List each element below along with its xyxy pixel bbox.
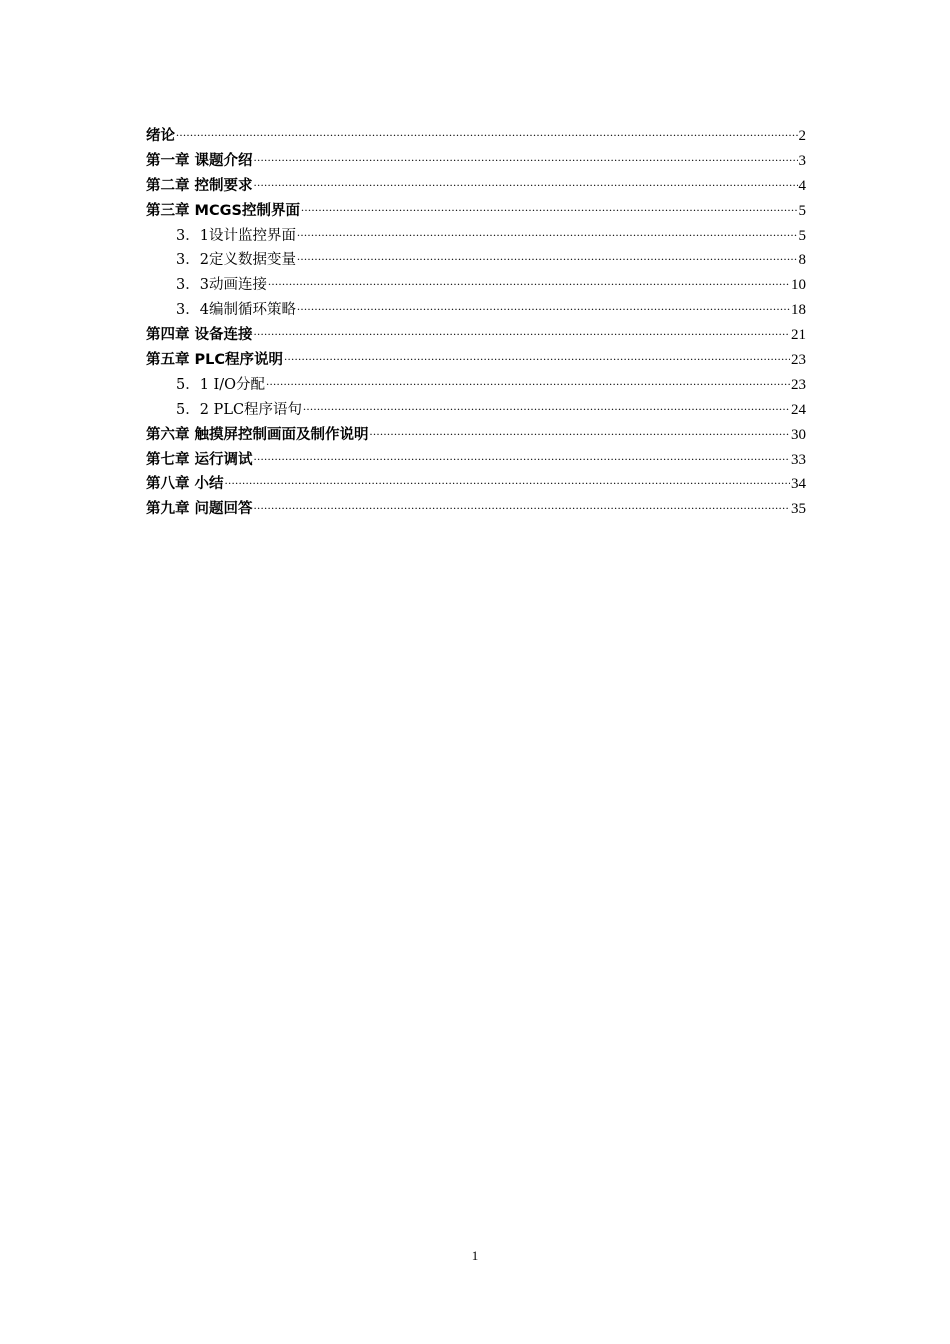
toc-entry-page: 34 — [791, 476, 806, 493]
toc-leader-dots — [297, 294, 790, 319]
toc-entry-label: 第六章 触摸屏控制画面及制作说明 — [146, 426, 369, 443]
toc-entry-label: 第九章 问题回答 — [146, 501, 253, 518]
toc-leader-dots — [266, 369, 790, 394]
toc-leader-dots — [297, 244, 798, 269]
toc-entry-page: 5 — [798, 202, 806, 219]
toc-leader-dots — [176, 120, 798, 145]
toc-entry-label: 3．3动画连接 — [176, 277, 267, 294]
toc-entry-label: 第八章 小结 — [146, 476, 224, 493]
toc-entry-label: 第二章 控制要求 — [146, 177, 253, 194]
toc-leader-dots — [254, 319, 790, 344]
toc-leader-dots — [370, 419, 790, 444]
toc-leader-dots — [301, 195, 798, 220]
toc-entry-label: 第三章 MCGS控制界面 — [146, 202, 300, 219]
toc-entry-page: 10 — [791, 277, 806, 294]
toc-leader-dots — [297, 220, 798, 245]
table-of-contents — [146, 124, 806, 522]
toc-entry-label: 3．4编制循环策略 — [176, 302, 296, 319]
toc-entry-label: 5．1 I/O分配 — [176, 376, 266, 393]
toc-entry-label: 第一章 课题介绍 — [146, 152, 253, 169]
toc-entry-page: 2 — [798, 127, 806, 144]
toc-entry-page: 3 — [798, 152, 806, 169]
toc-entry-label: 第五章 PLC程序说明 — [146, 352, 284, 368]
toc-leader-dots — [303, 394, 790, 419]
toc-entry-page: 30 — [791, 426, 806, 443]
toc-entry-label: 3．2定义数据变量 — [176, 252, 296, 269]
page-number: 1 — [471, 1248, 479, 1263]
toc-entry-page: 33 — [791, 451, 806, 468]
toc-entry-page: 5 — [798, 227, 806, 244]
toc-entry-label: 3．1设计监控界面 — [176, 227, 296, 244]
toc-entry-label: 第四章 设备连接 — [146, 327, 253, 344]
toc-entry-page: 35 — [791, 501, 806, 518]
toc-entry-page: 23 — [791, 352, 806, 368]
toc-entry-label: 绪论 — [146, 127, 175, 144]
toc-entry-label: 第七章 运行调试 — [146, 451, 253, 468]
toc-entry-chapter-9[interactable] — [146, 497, 806, 522]
toc-leader-dots — [254, 145, 798, 170]
toc-leader-dots — [254, 493, 790, 518]
toc-leader-dots — [225, 468, 790, 493]
toc-leader-dots — [268, 269, 790, 294]
toc-entry-page: 8 — [798, 252, 806, 269]
toc-entry-page: 24 — [791, 401, 806, 418]
toc-entry-page: 18 — [791, 302, 806, 319]
toc-entry-page: 23 — [791, 376, 806, 393]
toc-entry-page: 21 — [791, 327, 806, 344]
toc-leader-dots — [254, 444, 790, 469]
toc-entry-page: 4 — [798, 177, 806, 194]
toc-leader-dots — [284, 344, 790, 369]
toc-leader-dots — [254, 170, 798, 195]
toc-entry-label: 5．2 PLC程序语句 — [176, 401, 303, 418]
